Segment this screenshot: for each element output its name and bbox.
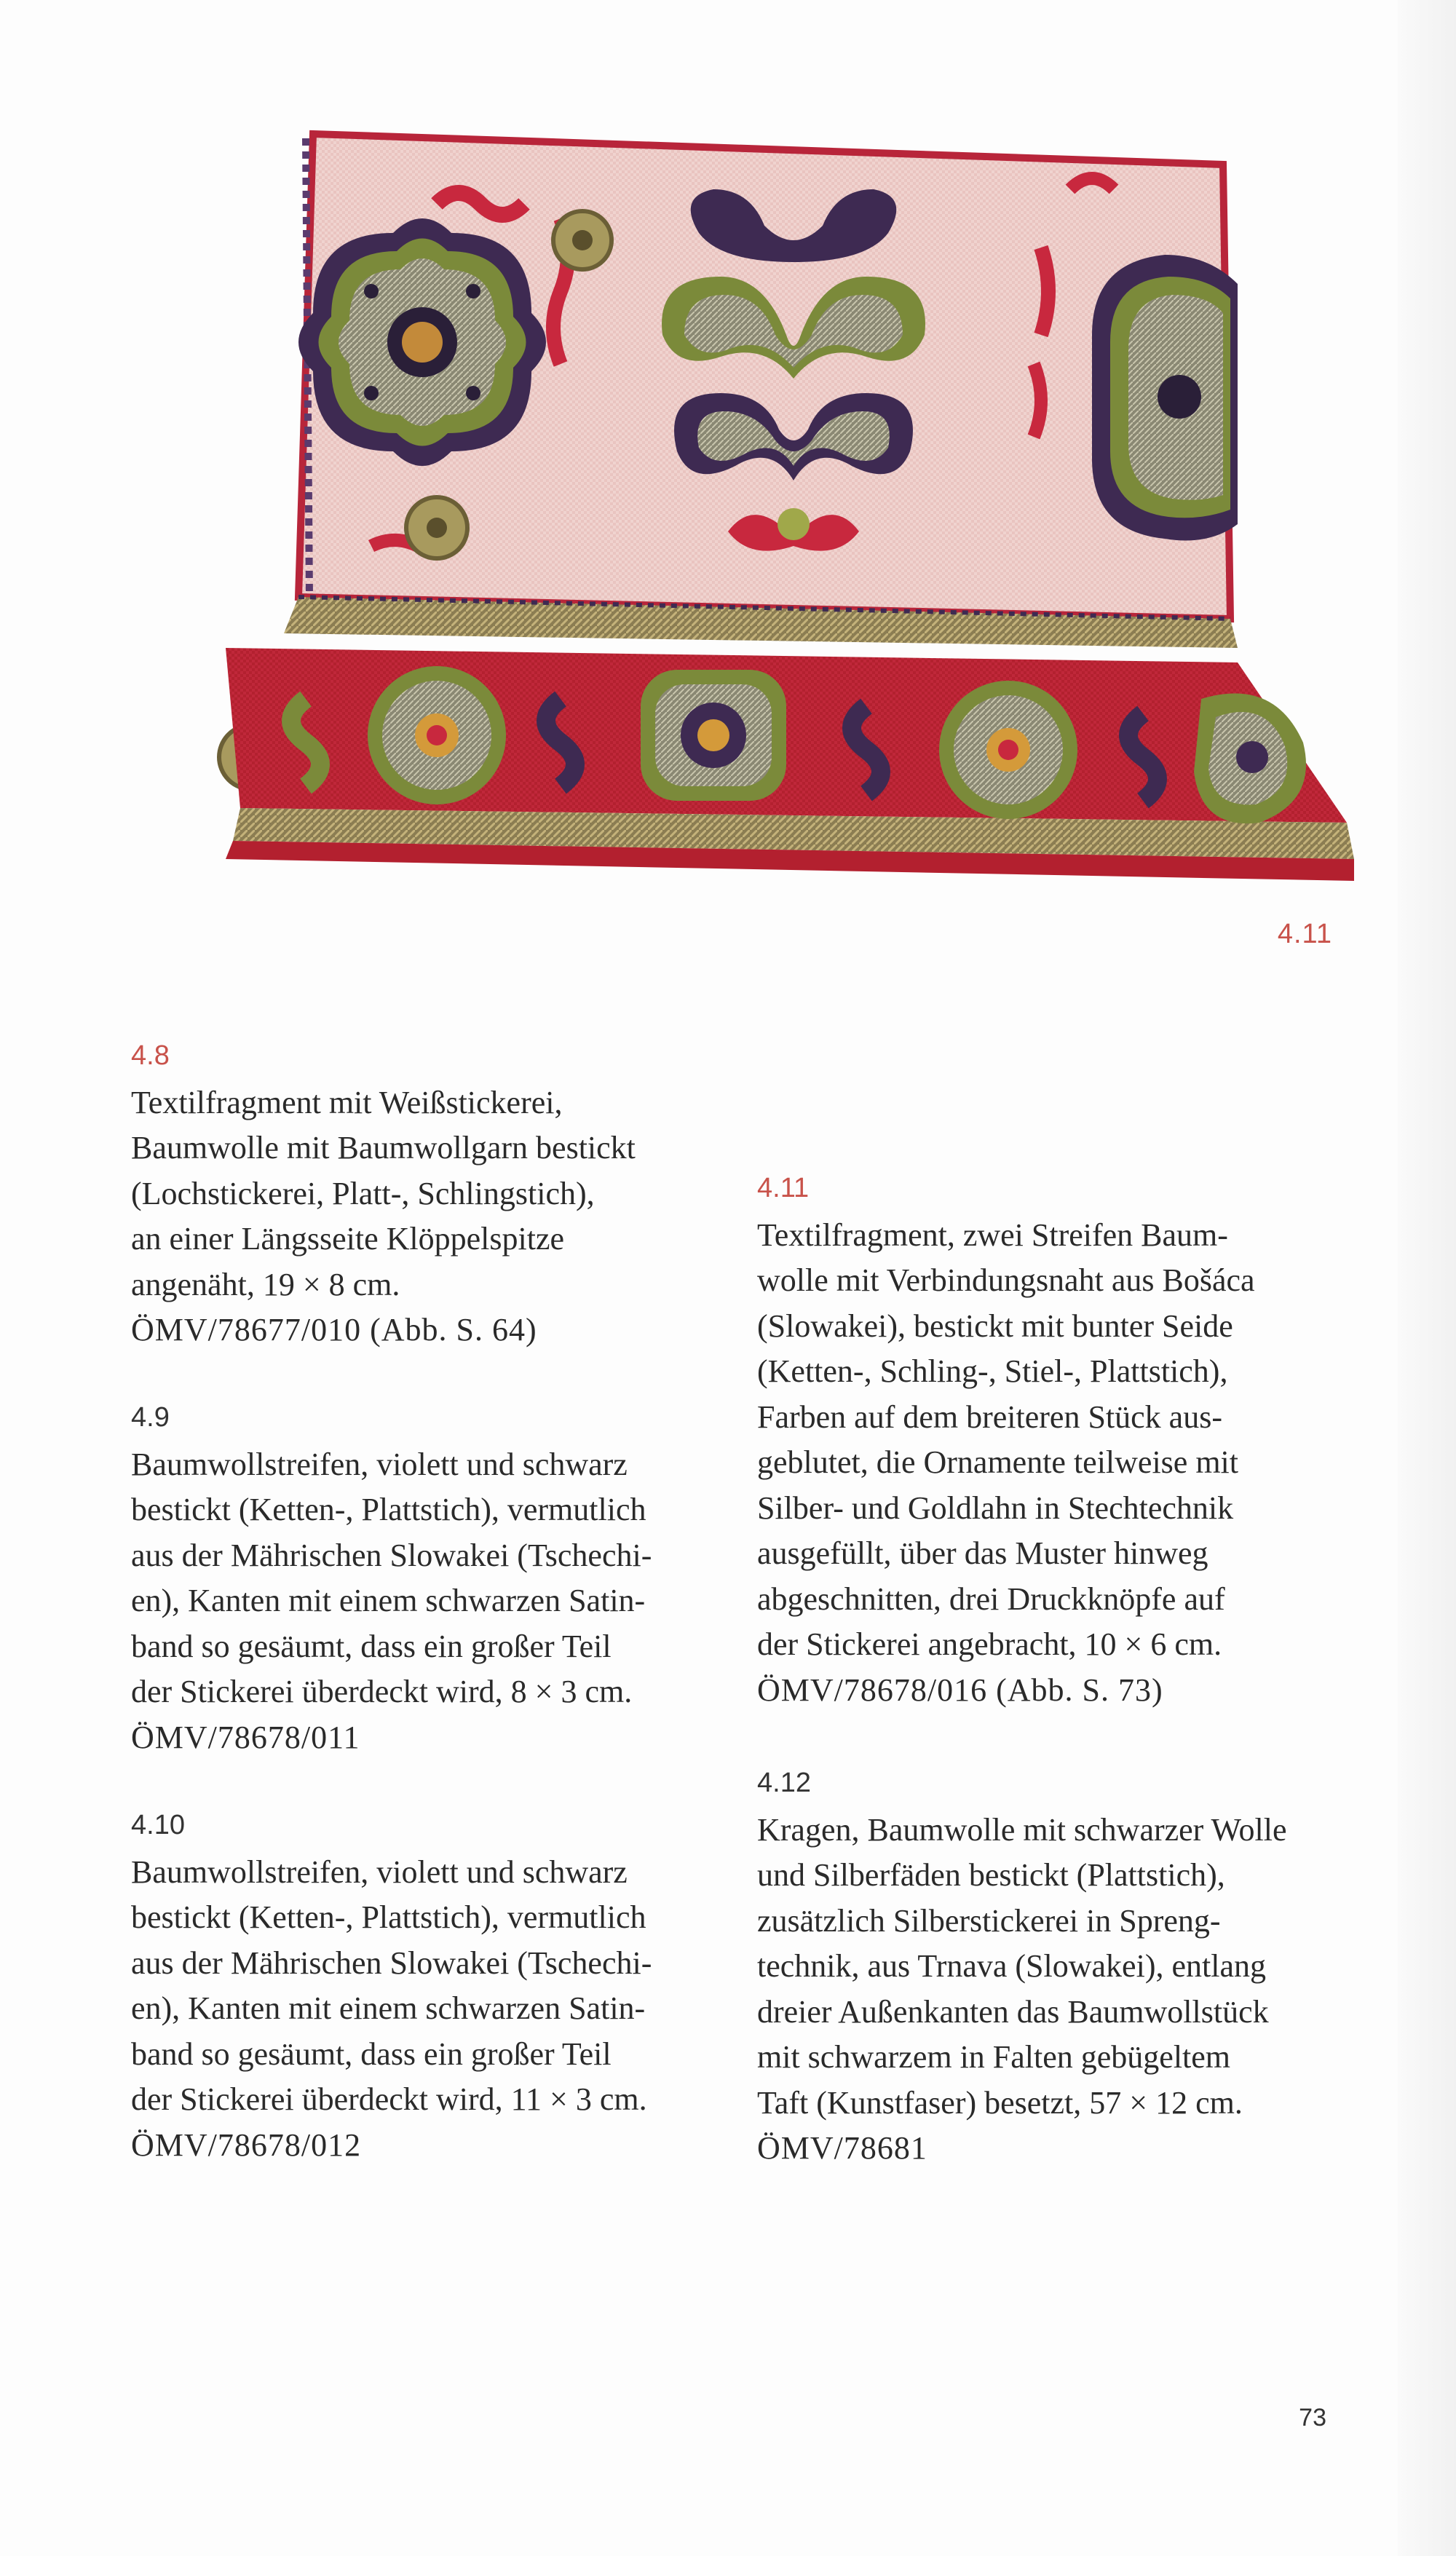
entry-inventory: ÖMV/78678/012 <box>131 2126 362 2163</box>
catalog-entry-4-8 <box>131 1040 684 1353</box>
catalog-entry-4-11 <box>757 1172 1310 1713</box>
entry-inventory: ÖMV/78678/011 <box>131 1719 360 1755</box>
catalog-entry-4-9 <box>131 1401 684 1760</box>
entry-description: Baumwollstreifen, violett und schwarz bestickt (Ketten-, Plattstich), vermutlich aus der Mährischen Slowakei (Tschechi- en), Kanten mit einem schwarzen Satin- band so gesäumt, dass ein großer Teil der Stickerei überdeckt wird, 8 × 3 cm. <box>131 1446 652 1710</box>
entry-inventory: ÖMV/78681 <box>757 2130 927 2167</box>
entry-inventory: ÖMV/78678/016 (Abb. S. 73) <box>757 1671 1163 1708</box>
entry-number: 4.8 <box>131 1040 170 1071</box>
entry-number: 4.11 <box>757 1173 810 1203</box>
entry-description: Textilfragment mit Weißstickerei, Baumwolle mit Baumwollgarn bestickt (Lochstickerei, Platt-, Schlingstich), an einer Längsseite Klöppelspitze angenäht, 19 × 8 cm. <box>131 1084 636 1302</box>
entry-number: 4.9 <box>131 1402 170 1433</box>
entry-number: 4.10 <box>131 1810 185 1840</box>
entry-description: Baumwollstreifen, violett und schwarz bestickt (Ketten-, Plattstich), vermutlich aus der Mährischen Slowakei (Tschechi- en), Kanten mit einem schwarzen Satin- band so gesäumt, dass ein großer Teil der Stickerei überdeckt wird, 11 × 3 cm. <box>131 1853 652 2118</box>
catalog-entry-4-12 <box>757 1767 1310 2172</box>
catalog-entry-4-10 <box>131 1809 684 2168</box>
entry-description: Textilfragment, zwei Streifen Baum- wolle mit Verbindungsnaht aus Bošáca (Slowakei), bestickt mit bunter Seide (Ketten-, Schling-, Stiel-, Plattstich), Farben auf dem breiteren Stück aus- geblutet, die Ornamente teilweise mit Silber- und Goldlahn in Stechtechnik ausgefüllt, über das Muster hinweg abgeschnitten, drei Druckknöpfe auf der Stickerei angebracht, 10 × 6 cm. <box>757 1216 1255 1663</box>
page-edge-shadow <box>1398 0 1456 2556</box>
entry-inventory: ÖMV/78677/010 (Abb. S. 64) <box>131 1312 537 1348</box>
entry-description: Kragen, Baumwolle mit schwarzer Wolle und Silberfäden bestickt (Plattstich), zusätzlich Silberstickerei in Spreng- technik, aus Trnava (Slowakei), entlang dreier Außenkanten das Baumwollstück mit schwarzem in Falten gebügeltem Taft (Kunstfaser) besetzt, 57 × 12 cm. <box>757 1811 1287 2121</box>
figure-caption-number: 4.11 <box>1277 919 1332 949</box>
press-stud-2 <box>406 497 467 558</box>
page-number: 73 <box>1299 2404 1326 2432</box>
press-stud-1 <box>553 211 612 269</box>
entry-number: 4.12 <box>757 1768 811 1798</box>
textile-photo <box>197 124 1354 903</box>
